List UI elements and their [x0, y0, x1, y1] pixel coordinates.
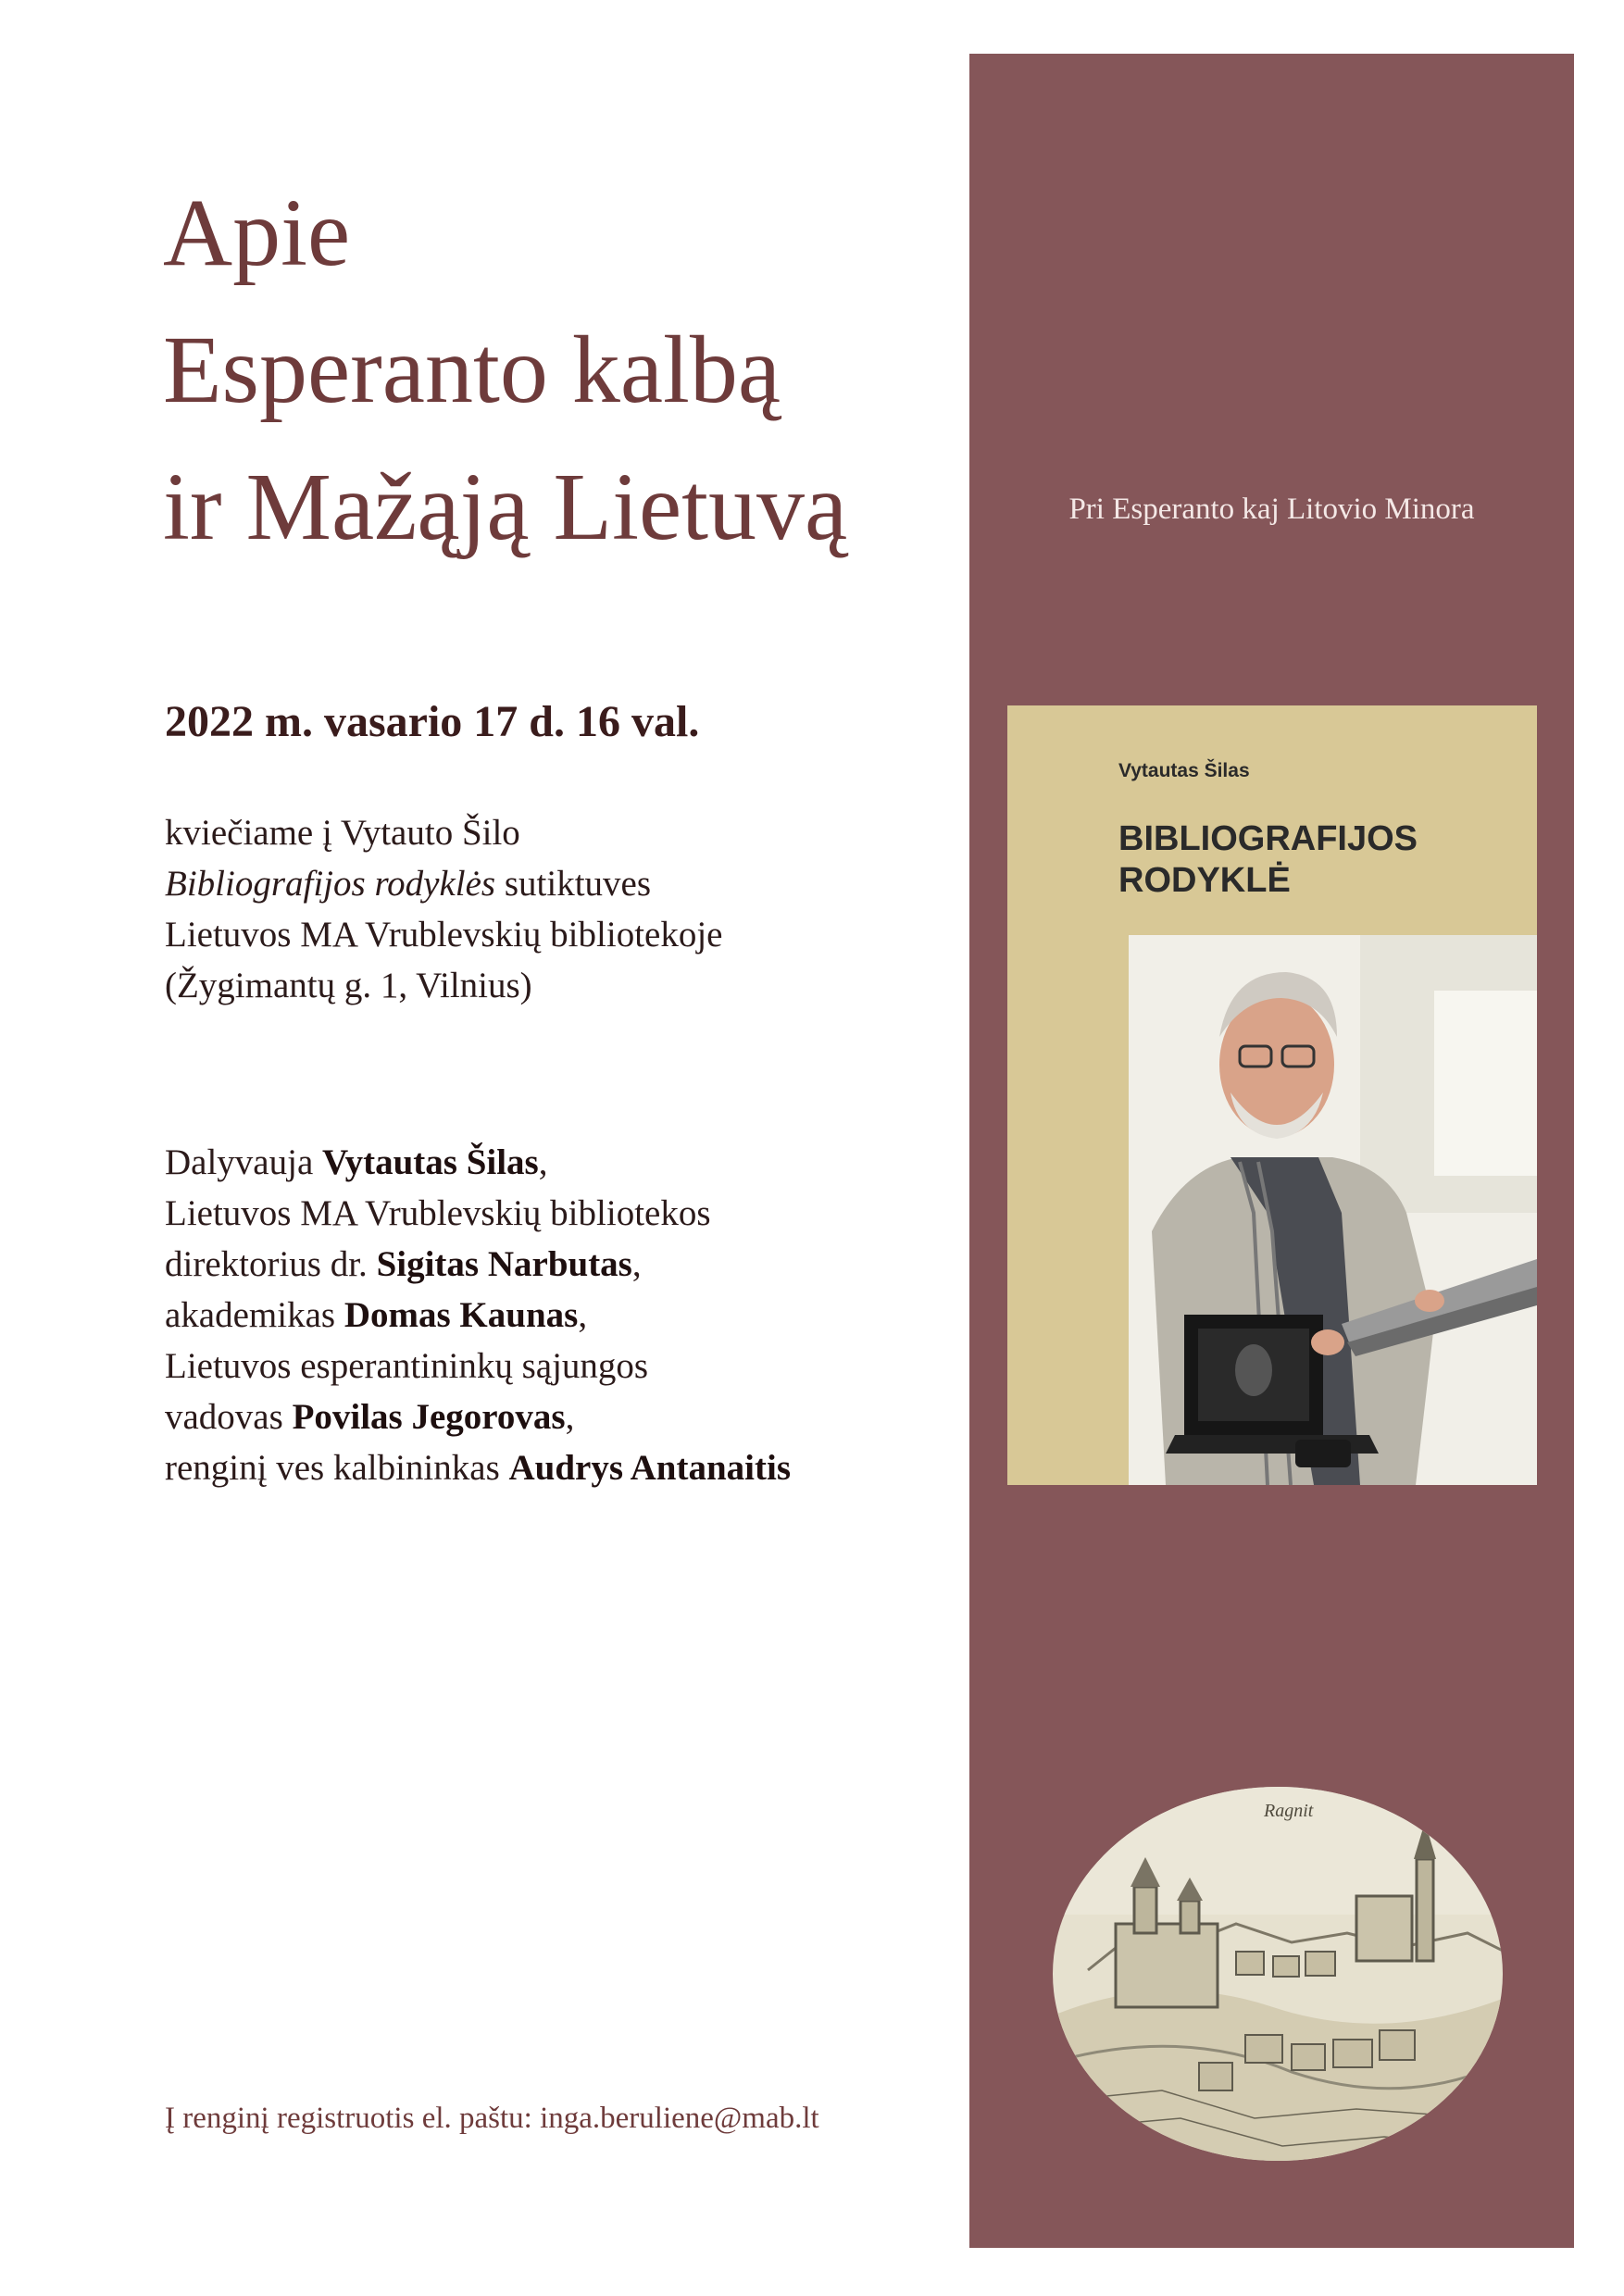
page-title [163, 165, 847, 576]
participants-list [165, 1137, 791, 1493]
invitation-line-1: kviečiame į Vytauto Šilo [165, 813, 520, 853]
title-line-2: Esperanto kalbą [163, 317, 781, 423]
book-title-italic: Bibliografijos rodyklės [165, 864, 496, 904]
event-date: 2022 m. vasario 17 d. 16 val. [165, 697, 700, 746]
esperanto-subtitle: Pri Esperanto kaj Litovio Minora [1068, 493, 1475, 526]
participant-line-7-pre: renginį ves kalbininkas [165, 1448, 509, 1488]
participant-line-6 [165, 1391, 791, 1442]
participant-line-5: Lietuvos esperantininkų sąjungos [165, 1346, 649, 1386]
participant-name-3: Domas Kaunas [344, 1295, 579, 1335]
participant-line-6-pre: vadovas [165, 1397, 293, 1437]
title-line-3: ir Mažąją Lietuvą [163, 454, 848, 560]
participant-line-3-pre: direktorius dr. [165, 1244, 377, 1284]
invitation-line-2-rest: sutiktuves [495, 864, 652, 904]
sidebar-panel [969, 54, 1574, 2248]
invitation-line-4: (Žygimantų g. 1, Vilnius) [165, 966, 532, 1005]
participant-line-2: Lietuvos MA Vrublevskių bibliotekos [165, 1193, 711, 1233]
participant-line-4-post: , [578, 1295, 588, 1335]
registration-note: Į renginį registruotis el. paštu: inga.beruliene@mab.lt [165, 2102, 819, 2135]
book-cover-title-line-2: RODYKLĖ [1118, 861, 1291, 900]
author-photo [1129, 935, 1537, 1485]
participant-line-7 [165, 1442, 791, 1493]
participant-line-3 [165, 1239, 791, 1290]
participant-name-4: Povilas Jegorovas [292, 1397, 566, 1437]
book-cover-title [1118, 818, 1418, 902]
participant-line-1-post: , [538, 1142, 548, 1182]
participant-line-4 [165, 1290, 791, 1341]
book-cover-title-line-1: BIBLIOGRAFIJOS [1118, 819, 1418, 858]
participant-line-1-pre: Dalyvauja [165, 1142, 323, 1182]
participant-name-2: Sigitas Narbutas [376, 1244, 632, 1284]
invitation-line-2 [165, 858, 722, 909]
book-cover-image [1007, 705, 1537, 1485]
participant-line-1 [165, 1137, 791, 1188]
title-line-1: Apie [163, 180, 351, 286]
book-cover-author: Vytautas Šilas [1118, 760, 1250, 781]
participant-line-4-pre: akademikas [165, 1295, 344, 1335]
participant-line-3-post: , [631, 1244, 642, 1284]
participant-name-1: Vytautas Šilas [322, 1142, 539, 1182]
participant-line-6-post: , [565, 1397, 575, 1437]
historical-map-engraving [1051, 1785, 1505, 2163]
invitation-text [165, 807, 722, 1011]
invitation-line-3: Lietuvos MA Vrublevskių bibliotekoje [165, 915, 723, 955]
participant-name-5: Audrys Antanaitis [508, 1448, 792, 1488]
map-label: Ragnit [1264, 1801, 1314, 1821]
